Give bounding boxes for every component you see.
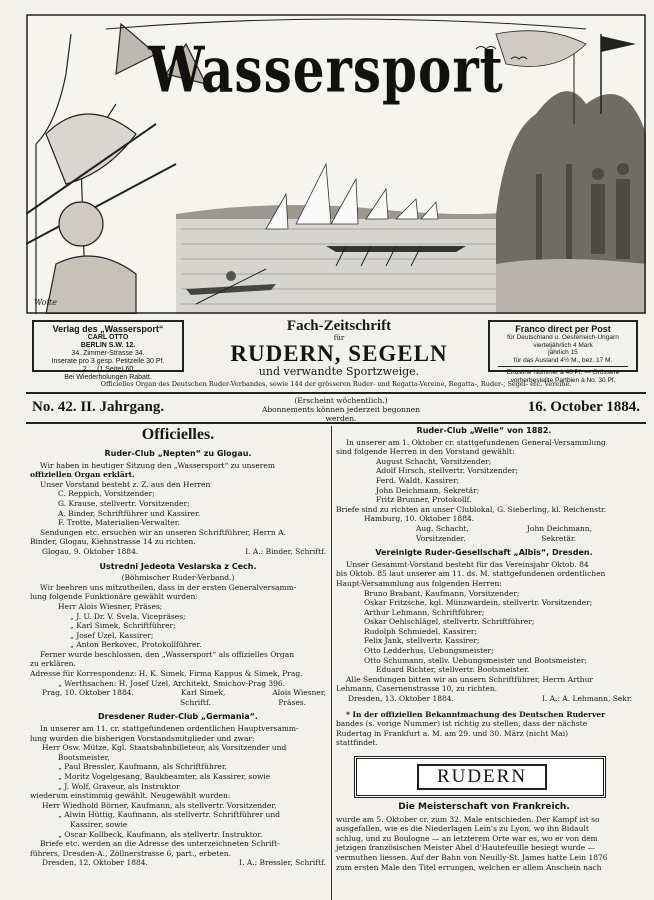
publisher-line: „ 2 „ „ (1 Seite) 60 „ <box>78 366 138 373</box>
article-text: offiziellen Organ erklärt. <box>30 470 135 480</box>
article-title: Ruder-Club „Nepten“ zu Glogau. <box>104 449 252 458</box>
signature-name: Aug. Schacht, <box>416 523 469 533</box>
member-line: Herr Alois Wiesner, Präses; <box>58 601 163 611</box>
article-text: wurde am 5. Oktober cr. zum 32. Male entschieden. Der Kampf ist so <box>336 814 600 824</box>
subscription-line: vorherbestellte Partbien à No. 30 Pf. <box>510 376 616 384</box>
signature-row <box>30 547 326 557</box>
member-line: „ Moritz Vogelgesang, Baukbeamter, als Kassirer, sowie <box>58 772 271 781</box>
article-text: Alle Sendungen bitten wir an unsern Schriftführer, Herrn Arthur <box>346 674 594 684</box>
subscription-box <box>488 320 638 384</box>
signature-row <box>336 534 632 544</box>
signature-role: Schriftf. <box>180 697 211 707</box>
artist-signature: Woite <box>34 298 58 307</box>
member-line: Oskar Oehlschlägel, stellvertr. Schriftführer; <box>364 617 535 627</box>
subscription-line: jährlich 15 <box>548 349 578 356</box>
rudern-banner <box>354 756 606 798</box>
signature-row <box>336 694 632 704</box>
member-line: Oskar Fritzsche, kgl. Münzwardein, stellvertr. Vorsitzender; <box>364 598 593 608</box>
subscription-line: für Deutschland u. Oesterreich-Ungarn <box>507 334 619 341</box>
member-line: C. Reppich, Vorsitzender; <box>58 489 155 499</box>
section-heading: Officielles. <box>141 426 215 443</box>
article-text: ausgefallen, wie es die Niederlagen Lein's zu Lyon, wo ihn Bidault <box>336 824 589 834</box>
member-line: Bruno Brabant, Kaufmann, Vorsitzender; <box>364 588 520 598</box>
member-line: Herr Osw. Mütze, Kgl. Staatsbahnbilleteur, als Vorsitzender und <box>42 743 287 753</box>
article-text: lung wurden die bisherigen Vorstandsmitglieder und zwar: <box>30 733 255 743</box>
issue-frequency <box>246 396 436 423</box>
member-line: „ Karl Simek, Schriftführer; <box>70 621 176 631</box>
article-text: Unser Vorstand besteht z. Z. aus den Herren <box>40 479 211 489</box>
article-title: Ustredni Jedeota Veslarska z Cech. <box>99 561 257 571</box>
subscription-line: Franco direct per Post <box>515 324 611 334</box>
member-line: „ Anton Berkovec, Protokollführer. <box>70 640 202 650</box>
article-text: wiederum einstimmig gewählt. Neugewählt wurden: <box>30 791 231 801</box>
member-line: Rudolph Schmiedel, Kassirer; <box>364 626 478 636</box>
issue-frequency-text: (Erscheint wöchentlich.) <box>294 396 388 405</box>
signature-role: Sekretär. <box>541 533 576 543</box>
center-title-line: Fach-Zeitschrift <box>286 318 392 334</box>
signature-row <box>30 858 326 868</box>
article-text: Wir beehren uns mitzutheilen, dass in der ersten Generalversamm- <box>40 582 297 592</box>
member-line: „ Alwin Hüttig, Kaufmann, als stellvertr. Schriftführer und <box>58 810 281 820</box>
notice-text: * In der offiziellen Bekanntmachung des Deutschen Ruderver <box>346 709 606 719</box>
issue-note: Abonnements können jederzeit begonnen werden. <box>261 405 421 423</box>
masthead-illustration <box>26 14 646 314</box>
article-text: In unserer am 1. Oktober cr. stattgefundenen General-Versammlung <box>346 437 606 447</box>
publisher-box <box>32 320 184 381</box>
member-line: Otto Schumann, stellv. Uebungsmeister und Bootsmeister; <box>364 655 588 665</box>
signature-role: Vorsitzender. <box>416 533 466 543</box>
article-text: Briefe etc. werden an die Adresse des unterzeichneten Schrift- <box>40 839 280 849</box>
member-line: „ J. U. Dr. V. Svela, Vicepräses; <box>70 611 186 621</box>
article-text: Unser Gesammt-Vorstand besteht für das Vereinsjahr Oktob. 84 <box>346 559 589 569</box>
left-column <box>30 426 326 868</box>
issue-date: 16. October 1884. <box>527 399 640 415</box>
publisher-line: Inserate pro 3 gesp. Petitzeile 30 Pf. <box>51 358 165 365</box>
article-text: Binder, Glogau, Kiehnstrasse 14 zu richten. <box>30 537 196 547</box>
masthead-title: Wassersport <box>148 32 504 107</box>
publisher-line: BERLIN S.W. 12. <box>80 342 136 349</box>
article-text: Hamburg, 10. Oktober 1884. <box>364 514 475 524</box>
member-line: August Schacht, Vorsitzender; <box>376 456 492 466</box>
article-text: Haupt-Versammlung aus folgenden Herren: <box>336 578 502 588</box>
member-line: Adolf Hirsch, stellvertr. Vorsitzender; <box>376 466 519 476</box>
publisher-line: Verlag des „Wassersport“ <box>52 324 164 334</box>
member-line: Eduard Richter, stellvertr. Bootsmeister. <box>376 665 530 675</box>
article-title: Die Meisterschaft von Frankreich. <box>398 802 570 812</box>
signature-role: Präses. <box>278 697 306 707</box>
notice-text: Rudertag in Frankfurt a. M. am 29. und 30. März (nicht Mai) <box>336 728 569 738</box>
article-title: Ruder-Club „Welle“ von 1882. <box>416 426 552 435</box>
member-line: Bootsmeister, <box>58 752 110 762</box>
signature-place: Dresden, 12. Oktober 1884. <box>42 858 148 868</box>
subscription-line: Einzelne Nummer à 40 Pf. — Grössere <box>506 369 620 376</box>
article-text: Wir haben in heutiger Sitzung den „Wassersport“ zu unserem <box>40 460 275 470</box>
article-title: Vereinigte Ruder-Gesellschaft „Albis“, Dresden. <box>375 548 593 558</box>
article-text: Lehmann, Casernenstrasse 10, zu richten. <box>336 684 498 694</box>
signature-row <box>336 524 632 534</box>
article-text: Ferner wurde beschlossen, den „Wassersport“ als offizielles Organ <box>40 649 295 659</box>
member-line: Kassirer, sowie <box>70 819 128 829</box>
official-organ-line: Officielles Organ des Deutschen Ruder-Verbandes, sowie 144 der grösseren Ruder- und Regatta-Vereine, Regatta-, Ruder-, Segel- etc. Vereine. <box>100 380 572 388</box>
issue-number: No. 42. II. Jahrgang. <box>32 399 165 415</box>
notice-text: stattfindet. <box>336 738 378 748</box>
signature-row <box>30 688 326 698</box>
article-text: Sendungen etc. ersuchen wir an unseren Schriftführer, Herrn A. <box>40 527 286 537</box>
signature-name: I. A.: Binder, Schriftf. <box>245 546 326 556</box>
subscription-line: für das Ausland 4½ M., bez. 17 M. <box>513 356 613 364</box>
article-subtitle: (Böhmischer Ruder-Verband.) <box>121 573 235 583</box>
article-text: schlug, und zu Boulogne — an letzterem Orte war es, wo er von dem <box>336 833 598 843</box>
signature-name: Alois Wiesner, <box>272 688 326 698</box>
article-text: sind folgende Herren in den Vorstand gewählt: <box>336 447 515 457</box>
signature-name: John Deichmann, <box>526 523 592 533</box>
member-line: Felix Jank, stellvertr. Kassirer; <box>364 636 480 646</box>
signature-name: Karl Simek, <box>180 688 226 698</box>
signature-row <box>30 698 326 708</box>
rudern-banner-label: RUDERN <box>417 764 547 790</box>
publisher-line: Bei Wiederholungen Rabatt. <box>64 374 152 381</box>
right-column <box>336 426 632 872</box>
divider <box>498 366 628 367</box>
article-text: „ Werthsachen: H. Josef Uzel, Architekt, Smichov-Prag 396. <box>58 678 286 688</box>
member-line: Arthur Lehmann, Schriftführer; <box>364 607 485 617</box>
subscription-line: vierteljährlich 4 Mark <box>533 341 593 349</box>
member-line: „ Oscar Kollbeck, Kaufmann, als stellvertr. Instruktor. <box>58 829 263 839</box>
member-line: Ferd. Waldt, Kassirer; <box>376 475 460 485</box>
article-text: Adresse für Korrespondenz: H. K. Simek, Firma Kappus & Simek, Prag. <box>30 669 303 679</box>
signature-place: Glogau, 9. Oktober 1884. <box>42 546 139 556</box>
member-line: „ Paul Bressler, Kaufmann, als Schriftführer, <box>58 762 228 772</box>
article-text: zum ersten Male den Titel errungen, welchen er allem Anschein nach <box>336 862 602 872</box>
center-title <box>194 318 484 378</box>
article-text: führers, Dresden-A., Zöllnerstrasse 6, part., erbeten. <box>30 848 232 858</box>
member-line: F. Trotte, Materialien-Verwalter. <box>58 518 180 528</box>
article-text: jetzigen französischen Meister Abel d'Hautefeuille besiegt wurde — <box>336 843 596 853</box>
article-text: lung folgende Funktionäre gewählt wurden: <box>30 592 198 602</box>
article-text: Briefe sind zu richten an unser Clublokal, G. Sieberling, kl. Reichenstr. <box>336 504 607 514</box>
member-line: Herr Wiedhold Börner, Kaufmann, als stellvertr. Vorsitzender, <box>42 800 277 810</box>
member-line: John Deichmann, Sekretär; <box>376 485 480 495</box>
article-text: bis Oktob. 85 laut unserer am 11. ds. M. stattgefundenen ordentlichen <box>336 569 606 579</box>
article-text: vermuthen liessen. Auf der Bahn von Neuilly-St. James hatte Lein 1876 <box>336 852 608 862</box>
member-line: Fritz Brunner, Protokollf. <box>376 495 472 505</box>
center-title-line: für <box>333 334 345 342</box>
issue-bar <box>26 392 646 424</box>
center-title-line: und verwandte Sportzweige. <box>258 365 420 378</box>
article-text: In unserer am 11. cr. stattgefundenen ordentlichen Hauptversamm- <box>40 724 299 734</box>
article-title: Dresdener Ruder-Club „Germania“. <box>98 712 258 722</box>
notice-text: bandes (s. vorige Nummer) ist richtig zu stellen, dass der nächste <box>336 719 588 729</box>
article-text: zu erklären. <box>30 659 76 669</box>
publisher-line: 34. Zimmer-Strasse 34. <box>71 350 145 357</box>
member-line: A. Binder, Schriftführer und Kassirer. <box>58 508 201 518</box>
member-line: Otto Ledderhus, Uebungsmeister; <box>364 646 494 656</box>
member-line: „ J. Wolf, Graveur, als Instruktor <box>58 781 180 791</box>
signature-name: I. A.: Bressler, Schriftf. <box>239 858 326 868</box>
member-line: „ Josef Uzel, Kassirer; <box>70 630 154 640</box>
member-line: G. Krause, stellvertr. Vorsitzender; <box>58 498 190 508</box>
publisher-line: CARL OTTO <box>87 334 129 341</box>
signature-place: Prag, 10. Oktober 1884. <box>42 688 134 698</box>
center-title-main: RUDERN, SEGELN <box>230 341 448 366</box>
column-divider <box>331 426 332 900</box>
signature-place: Dresden, 13. Oktober 1884. <box>348 694 454 704</box>
signature-name: I. A.: A. Lehmann, Sekr. <box>541 694 632 704</box>
